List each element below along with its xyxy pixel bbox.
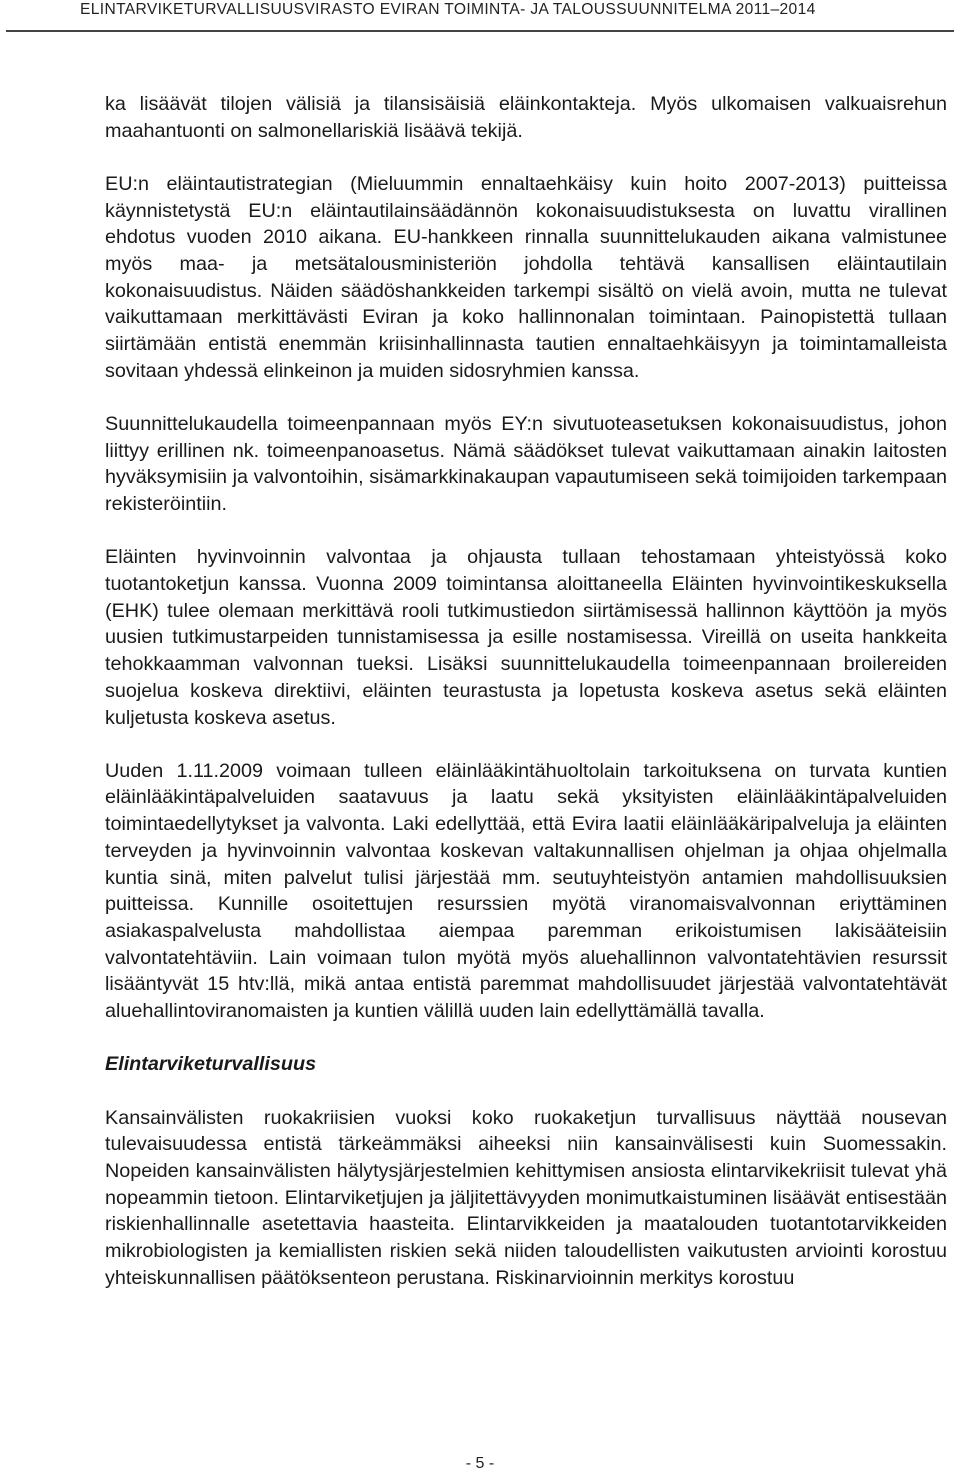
- header-title: ELINTARVIKETURVALLISUUSVIRASTO EVIRAN TOIMINTA- JA TALOUSSUUNNITELMA 2011–2014: [80, 1, 816, 18]
- paragraph: ka lisäävät tilojen välisiä ja tilansisäisiä eläinkontakteja. Myös ulkomaisen valkuaisrehun maahantuonti on salmonellariskiä lisäävä tekijä.: [105, 93, 947, 142]
- paragraph: Uuden 1.11.2009 voimaan tulleen eläinlääkintähuoltolain tarkoituksena on turvata kuntien eläinlääkintäpalveluiden saatavuus ja laatu sekä yksityisten eläinlääkintäpalveluiden toimintaedellytykset ja valvonta. Laki edellyttää, että Evira laatii eläinlääkäripalveluja ja eläinten terveyden ja hyvinvoinnin valvontaa koskevan valtakunnallisen ohjelman ja ohjaa ohjelmalla kuntia sinä, miten palvelut tulisi järjestää mm. seutuyhteistyön antamien mahdollisuuksien puitteissa. Kunnille osoitettujen resurssien myötä viranomaisvalvonnan eriyttäminen asiakaspalvelusta mahdollistaa aiempaa paremman erikoistumisen lakisääteisiin valvontatehtäviin. Lain voimaan tulon myötä myös aluehallinnon valvontatehtävien resurssit lisääntyvät 15 htv:llä, mikä antaa entistä paremmat mahdollisuudet järjestää valvontatehtävät aluehallintoviranomaisten ja kuntien välillä uuden lain edellyttämällä tavalla.: [105, 759, 947, 1023]
- section-heading: Elintarviketurvallisuus: [105, 1053, 317, 1076]
- paragraph: Suunnittelukaudella toimeenpannaan myös EY:n sivutuoteasetuksen kokonaisuudistus, johon liittyy erillinen nk. toimeenpanoasetus. Nämä säädökset tulevat vaikuttamaan ainakin laitosten hyväksymisiin ja valvontoihin, sisämarkkinakaupan vapautumiseen sekä toimijoiden tarkempaan rekisteröintiin.: [105, 413, 947, 516]
- paragraph: Eläinten hyvinvoinnin valvontaa ja ohjausta tullaan tehostamaan yhteistyössä koko tuotantoketjun kanssa. Vuonna 2009 toimintansa aloittaneella Eläinten hyvinvointikeskuksella (EHK) tulee olemaan merkittävä rooli tutkimustiedon siirtämisessä hallinnon käyttöön ja myös uusien tutkimustarpeiden tunnistamisessa ja esille nostamisessa. Vireillä on useita hankkeita tehokkaamman valvonnan tueksi. Lisäksi suunnittelukaudella toimeenpannaan broilereiden suojelua koskeva direktiivi, eläinten teurastusta ja lopetusta koskeva asetus sekä eläinten kuljetusta koskeva asetus.: [105, 546, 947, 729]
- page-number: - 5 -: [465, 1455, 495, 1472]
- header-rule: [6, 30, 954, 32]
- page-header: [0, 0, 960, 34]
- paragraph: EU:n eläintautistrategian (Mieluummin ennaltaehkäisy kuin hoito 2007-2013) puitteissa käynnistetystä EU:n eläintautilainsäädännön kokonaisuudistuksesta on luvattu virallinen ehdotus vuoden 2010 aikana. EU-hankkeen rinnalla suunnittelukauden aikana valmistunee myös maa- ja metsätalousministeriön johdolla tehtävä kansallisen eläintautilain kokonaisuudistus. Näiden säädöshankkeiden tarkempi sisältö on vielä avoin, mutta ne tulevat vaikuttamaan merkittävästi Eviran ja koko hallinnonalan toimintaan. Painopistettä tullaan siirtämään entistä enemmän kriisinhallinnasta tautien ennaltaehkäisyyn ja toimintamalleista sovitaan yhdessä elinkeinon ja muiden sidosryhmien kanssa.: [105, 172, 947, 382]
- paragraph: Kansainvälisten ruokakriisien vuoksi koko ruokaketjun turvallisuus näyttää nousevan tulevaisuudessa entistä tärkeämmäksi aiheeksi niin kansainvälisesti kuin Suomessakin. Nopeiden kansainvälisten hälytysjärjestelmien kehittymisen ansiosta elintarvikekriisit tulevat yhä nopeammin tietoon. Elintarviketjujen ja jäljitettävyyden monimutkaistuminen lisäävät entisestään riskienhallinnalle asetettavia haasteita. Elintarvikkeiden ja maatalouden tuotantotarvikkeiden mikrobiologisten ja kemiallisten riskien sekä niiden taloudellisten vaikutusten arviointi korostuu yhteiskunnallisen päätöksenteon perustana. Riskinarvioinnin merkitys korostuu: [105, 1106, 947, 1289]
- document-body: [105, 91, 947, 1318]
